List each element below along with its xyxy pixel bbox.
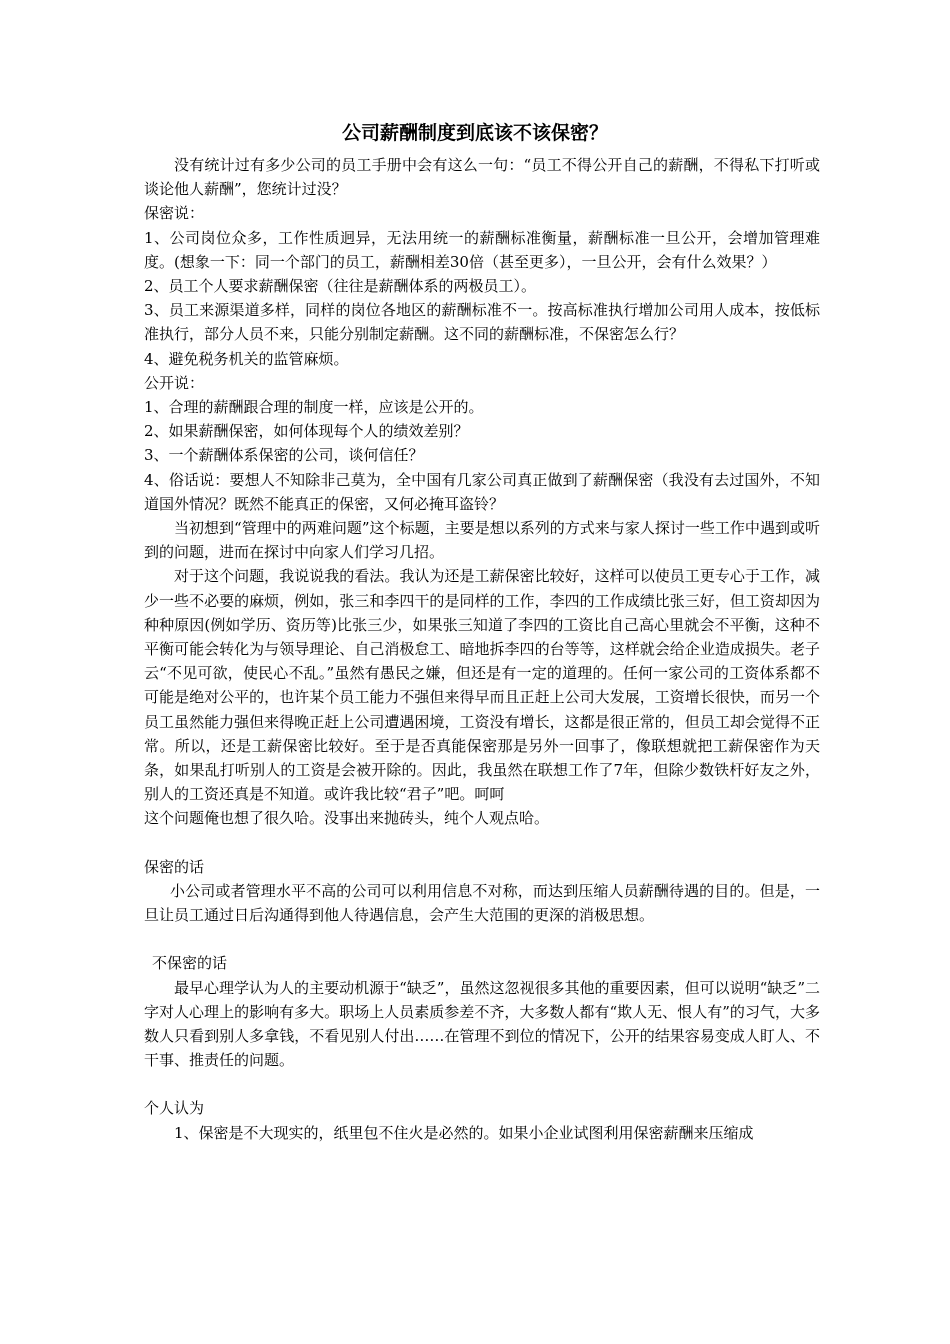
personal-item: 1、保密是不大现实的，纸里包不住火是必然的。如果小企业试图利用保密薪酬来压缩成	[174, 1123, 754, 1142]
open-item: 3、一个薪酬体系保密的公司，谈何信任？	[144, 446, 424, 465]
open-item: 1、合理的薪酬跟合理的制度一样，应该是公开的。	[144, 398, 484, 417]
open-heading: 公开说：	[144, 373, 205, 392]
document-body	[144, 153, 820, 1145]
secret-item: 1、公司岗位众多，工作性质迥异，无法用统一的薪酬标准衡量，薪酬标准一旦公开，会增加管理难度。(想象一下：同一个部门的员工，薪酬相差30倍（甚至更多），一旦公开，会有什么效果？）	[144, 228, 820, 271]
secret-item: 3、员工来源渠道多样，同样的岗位各地区的薪酬标准不一。按高标准执行增加公司用人成本，按低标准执行，部分人员不来，只能分别制定薪酬。这不同的薪酬标准，不保密怎么行？	[144, 301, 820, 344]
nonsecret-paragraph: 最早心理学认为人的主要动机源于“缺乏”，虽然这忽视很多其他的重要因素，但可以说明“缺乏”二字对人心理上的影响有多大。职场上人员素质参差不齐，大多数人都有“欺人无、恨人有”的习气，大多数人只看到别人多拿钱，不看见别人付出……在管理不到位的情况下，公开的结果容易变成人盯人、不干事、推责任的问题。	[144, 978, 820, 1070]
secret-item: 2、员工个人要求薪酬保密（往往是薪酬体系的两极员工）。	[144, 277, 537, 296]
secret-words-paragraph: 小公司或者管理水平不高的公司可以利用信息不对称，而达到压缩人员薪酬待遇的目的。但是，一旦让员工通过日后沟通得到他人待遇信息，会产生大范围的更深的消极思想。	[144, 881, 820, 925]
spacer	[144, 1072, 820, 1096]
opinion-paragraph: 对于这个问题，我说说我的看法。我认为还是工薪保密比较好，这样可以使员工更专心于工作，减少一些不必要的麻烦，例如，张三和李四干的是同样的工作，李四的工作成绩比张三好，但工资却因为种种原因(例如学历、资历等)比张三少，如果张三知道了李四的工资比自己高心里就会不平衡，这种不平衡可能会转化为与领导理论、自己消极怠工、暗地拆李四的台等等，这样就会给企业造成损失。老子云“不见可欲，使民心不乱。”虽然有愚民之嫌，但还是有一定的道理的。任何一家公司的工资体系都不可能是绝对公平的，也许某个员工能力不强但来得早而且正赶上公司大发展，工资增长很快，而另一个员工虽然能力强但来得晚正赶上公司遭遇困境，工资没有增长，这都是很正常的，但员工却会觉得不正常。所以，还是工薪保密比较好。至于是否真能保密那是另外一回事了，像联想就把工薪保密作为天条，如果乱打听别人的工资是会被开除的。因此，我虽然在联想工作了7年，但除少数铁杆好友之外，别人的工资还真是不知道。或许我比较“君子”吧。呵呵	[144, 567, 820, 804]
origin-paragraph: 当初想到“管理中的两难问题”这个标题，主要是想以系列的方式来与家人探讨一些工作中遇到或听到的问题，进而在探讨中向家人们学习几招。	[144, 519, 820, 562]
spacer	[144, 927, 820, 951]
secret-item: 4、避免税务机关的监管麻烦。	[144, 349, 349, 368]
personal-heading: 个人认为	[144, 1099, 205, 1118]
brick-paragraph: 这个问题俺也想了很久哈。没事出来抛砖头，纯个人观点哈。	[144, 809, 550, 828]
spacer	[144, 831, 820, 855]
secret-words-heading: 保密的话	[144, 857, 205, 876]
secret-heading: 保密说：	[144, 204, 205, 223]
document-title: 公司薪酬制度到底该不该保密？	[341, 122, 608, 144]
nonsecret-heading: 不保密的话	[152, 954, 228, 973]
intro-paragraph: 没有统计过有多少公司的员工手册中会有这么一句：“员工不得公开自己的薪酬，不得私下打听或谈论他人薪酬”，您统计过没？	[144, 156, 820, 199]
open-item: 2、如果薪酬保密，如何体现每个人的绩效差别？	[144, 422, 469, 441]
open-item: 4、俗话说：要想人不知除非己莫为，全中国有几家公司真正做到了薪酬保密（我没有去过国外，不知道国外情况？既然不能真正的保密，又何必掩耳盗铃？	[144, 470, 820, 513]
